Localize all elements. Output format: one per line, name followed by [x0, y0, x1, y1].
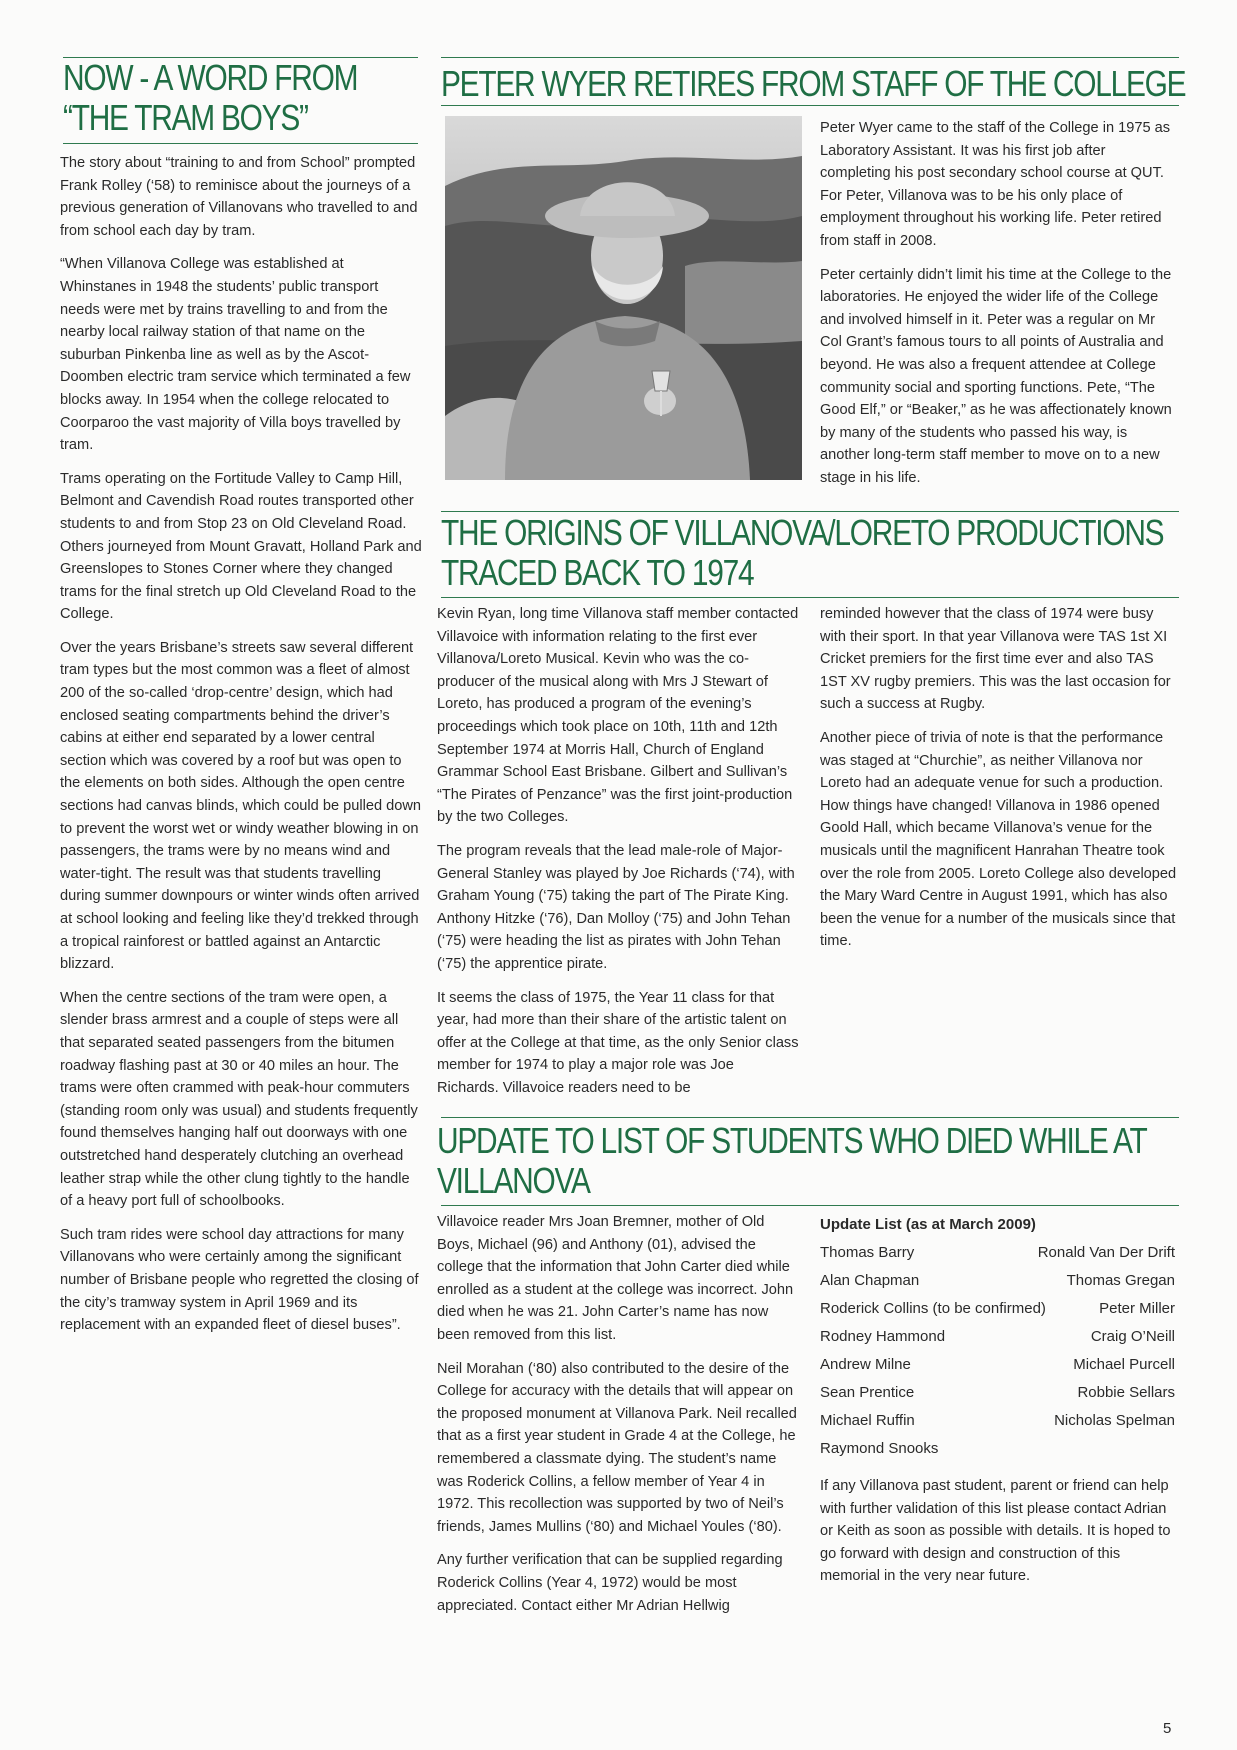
origins-heading-line2: TRACED BACK TO 1974 — [441, 552, 754, 593]
list-name-right: Michael Purcell — [1073, 1356, 1175, 1373]
wyer-heading: PETER WYER RETIRES FROM STAFF OF THE COLLEGE — [441, 63, 1186, 104]
photo-illustration — [445, 116, 802, 480]
list-name-left: Michael Ruffin — [820, 1412, 915, 1429]
list-name-left: Rodney Hammond — [820, 1328, 946, 1345]
list-item — [820, 1379, 1175, 1407]
peter-wyer-photo — [445, 116, 802, 480]
tram-paragraph: Such tram rides were school day attractions for many Villanovans who were certainly among the significant number of Brisbane people who regretted the closing of the city’s tramway system in April 1969 and its replacement with an expanded fleet of diesel buses”. — [60, 1226, 419, 1334]
update-rule-top — [441, 1117, 1179, 1118]
list-item — [820, 1239, 1175, 1267]
update-paragraph: Any further verification that can be supplied regarding Roderick Collins (Year 4, 1972) would be most appreciated. Contact either Mr Adrian Hellwig — [437, 1552, 783, 1614]
update-left-column — [437, 1211, 799, 1628]
list-name-right: Robbie Sellars — [1077, 1384, 1175, 1401]
list-item — [820, 1435, 1175, 1463]
origins-paragraph: reminded however that the class of 1974 were busy with their sport. In that year Villanova were TAS 1st XI Cricket premiers for the first time ever and also TAS 1ST XV rugby premiers. This was the last occasion for such a success at Rugby. — [820, 606, 1171, 713]
list-name-left: Roderick Collins (to be confirmed) — [820, 1300, 1046, 1317]
update-closing — [820, 1475, 1180, 1599]
origins-rule-bottom — [441, 597, 1179, 598]
tram-heading-line1: NOW - A WORD FROM — [63, 57, 358, 98]
tram-paragraph: The story about “training to and from School” prompted Frank Rolley (‘58) to reminisce about the journeys of a previous generation of Villanovans who travelled to and from school each day by tram. — [60, 155, 418, 239]
tram-paragraph: Trams operating on the Fortitude Valley to Camp Hill, Belmont and Cavendish Road routes transported other students to and from Stop 23 on Old Cleveland Road. Others journeyed from Mount Gravatt, Holland Park and Greenslopes to Stones Corner where they changed trams for the final stretch up Old Cleveland Road to the College. — [60, 470, 422, 623]
wyer-rule-top — [441, 57, 1179, 58]
list-item — [820, 1295, 1175, 1323]
wyer-paragraph: Peter certainly didn’t limit his time at the College to the laboratories. He enjoyed the wider life of the College and involved himself in it. Peter was a regular on Mr Col Grant’s famous tours to all points of Australia and beyond. He was also a frequent attendee at College community social and sporting functions. Pete, “The Good Elf,” or “Beaker,” as he was affectionately known by many of the students who passed his way, is another long-term staff member to move on to a new stage in his life. — [820, 266, 1172, 486]
origins-paragraph: It seems the class of 1975, the Year 11 class for that year, had more than their share of the artistic talent on offer at the College at that time, as the only Senior class member for 1974 to play a major role was Joe Richards. Villavoice readers need to be — [437, 989, 799, 1096]
tram-heading-line2: “THE TRAM BOYS” — [63, 97, 308, 138]
update-closing-paragraph: If any Villanova past student, parent or friend can help with further validation of this list please contact Adrian or Keith as soon as possible with details. It is hoped to go forward with design and construction of this memorial in the very near future. — [820, 1478, 1171, 1585]
list-name-right: Ronald Van Der Drift — [1037, 1244, 1175, 1261]
page-number: 5 — [1163, 1720, 1172, 1737]
list-name-left: Thomas Barry — [820, 1244, 915, 1261]
list-item — [820, 1323, 1175, 1351]
list-item — [820, 1267, 1175, 1295]
update-list — [820, 1211, 1175, 1463]
update-paragraph: Villavoice reader Mrs Joan Bremner, mother of Old Boys, Michael (96) and Anthony (01), advised the college that the information that John Carter died while enrolled as a student at the college was incorrect. John died when he was 21. John Carter’s name has now been removed from this list. — [437, 1214, 794, 1343]
update-heading-line2: VILLANOVA — [437, 1160, 590, 1201]
list-name-left: Sean Prentice — [820, 1384, 915, 1401]
tram-paragraph: Over the years Brisbane’s streets saw several different tram types but the most common was a fleet of almost 200 of the so-called ‘drop-centre’ design, which had enclosed seating compartments behind the driver’s cabins at either end separated by a lower central section which was covered by a roof but was open to the elements on both sides. Although the open centre sections had canvas blinds, which could be pulled down to prevent the worst wet or windy weather blowing in on passengers, the trams were by no means wind and water-tight. The result was that students travelling during summer downpours or winter winds often arrived at school looking and feeling like they’d trekked through a tropical rainforest or battled against an Antarctic blizzard. — [60, 639, 422, 973]
list-name-right: Thomas Gregan — [1066, 1272, 1175, 1289]
update-rule-bottom — [441, 1205, 1179, 1206]
wyer-paragraph: Peter Wyer came to the staff of the College in 1975 as Laboratory Assistant. It was his first job after completing his post secondary school course at QUT. For Peter, Villanova was to be his only place of employment throughout his working life. Peter retired from staff in 2008. — [820, 120, 1171, 249]
list-item — [820, 1407, 1175, 1435]
update-list-title: Update List (as at March 2009) — [820, 1216, 1036, 1233]
origins-paragraph: Another piece of trivia of note is that the performance was staged at “Churchie”, as neither Villanova nor Loreto had an adequate venue for such a production. How things have changed! Villanova in 1986 opened Goold Hall, which became Villanova’s venue for the musicals until the magnificent Hanrahan Theatre took over the role from 2005. Loreto College also developed the Mary Ward Centre in August 1991, which has also been the venue for a number of the musicals since that time. — [820, 729, 1177, 950]
list-item — [820, 1351, 1175, 1379]
origins-paragraph: Kevin Ryan, long time Villanova staff member contacted Villavoice with information relating to the first ever Villanova/Loreto Musical. Kevin who was the co-producer of the musical along with Mrs J Stewart of Loreto, has produced a program of the evening’s proceedings which took place on 10th, 11th and 12th September 1974 at Morris Hall, Church of England Grammar School East Brisbane. Gilbert and Sullivan’s “The Pirates of Penzance” was the first joint-production by the two Colleges. — [437, 606, 799, 826]
wyer-article — [820, 117, 1180, 501]
update-paragraph: Neil Morahan (‘80) also contributed to the desire of the College for accuracy with the details that will appear on the proposed monument at Villanova Park. Neil recalled that as a first year student in Grade 4 at the College, he remembered a classmate dying. The student’s name was Roderick Collins, a fellow member of Year 4 in 1972. This recollection was supported by two of Neil’s friends, James Mullins (‘80) and Michael Youles (‘80). — [437, 1360, 797, 1535]
list-name-right: Peter Miller — [1099, 1300, 1175, 1317]
origins-paragraph: The program reveals that the lead male-role of Major-General Stanley was played by Joe Richards (‘74), with Graham Young (‘75) taking the part of The Pirate King. Anthony Hitzke (‘76), Dan Molloy (‘75) and John Tehan (‘75) were heading the list as pirates with John Tehan (‘75) the apprentice pirate. — [437, 842, 795, 972]
tram-paragraph: “When Villanova College was established at Whinstanes in 1948 the students’ public transport needs were met by trains travelling to and from the nearby local railway station of that name on the suburban Pinkenba line as well as by the Ascot-Doomben electric tram service which terminated a few blocks away. In 1954 when the college relocated to Coorparoo the vast majority of Villa boys travelled by tram. — [60, 256, 411, 454]
origins-heading-line1: THE ORIGINS OF VILLANOVA/LORETO PRODUCTIONS — [441, 512, 1164, 553]
list-name-left: Raymond Snooks — [820, 1440, 939, 1457]
list-name-left: Andrew Milne — [820, 1356, 911, 1373]
tram-paragraph: When the centre sections of the tram were open, a slender brass armrest and a couple of steps were all that separated seated passengers from the bitumen roadway flashing past at 30 or 40 miles an hour. The trams were often crammed with peak-hour commuters (standing room only was usual) and students frequently found themselves hanging half out doorways with one outstretched hand desperately clutching an overhead leather strap while the other clung tightly to the handle of a heavy port full of schoolbooks. — [60, 989, 418, 1210]
origins-left-column — [437, 603, 799, 1110]
tram-rule-bottom — [63, 143, 418, 144]
list-name-right: Nicholas Spelman — [1054, 1412, 1175, 1429]
origins-right-column — [820, 603, 1180, 964]
list-name-right: Craig O’Neill — [1090, 1328, 1175, 1345]
list-name-left: Alan Chapman — [820, 1272, 920, 1289]
update-heading-line1: UPDATE TO LIST OF STUDENTS WHO DIED WHILE AT — [437, 1120, 1147, 1161]
tram-article — [60, 152, 422, 1348]
wyer-rule-bottom — [441, 105, 1179, 106]
